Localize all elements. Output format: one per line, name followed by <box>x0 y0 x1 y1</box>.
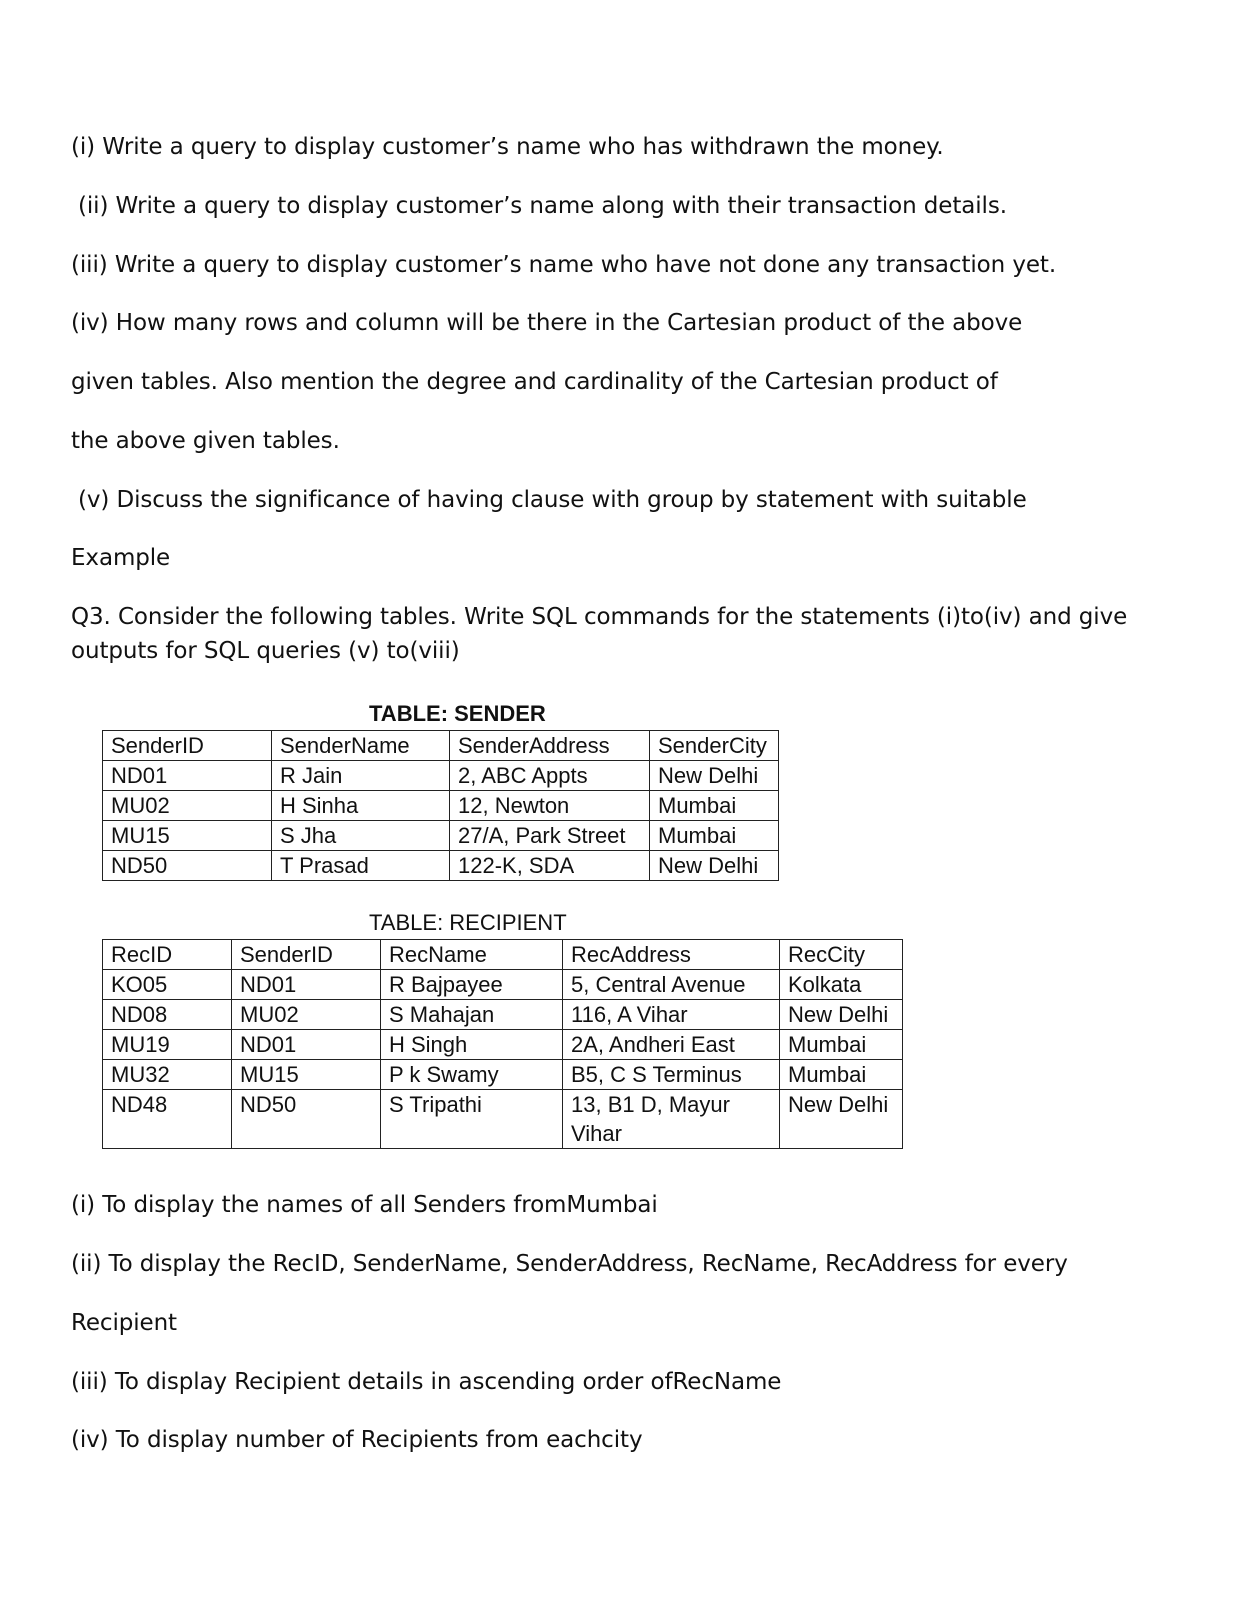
recipient-cell: ND08 <box>103 1000 232 1030</box>
sender-header-row <box>103 731 779 761</box>
q3-item-ii-line1: (ii) To display the RecID, SenderName, SenderAddress, RecName, RecAddress for every <box>71 1251 1068 1277</box>
recipient-cell: 13, B1 D, Mayur Vihar <box>563 1090 780 1149</box>
recipient-cell: S Tripathi <box>381 1090 563 1149</box>
recipient-cell: Mumbai <box>780 1060 903 1090</box>
sender-cell: MU15 <box>103 821 272 851</box>
recipient-cell: B5, C S Terminus <box>563 1060 780 1090</box>
recipient-cell: 2A, Andheri East <box>563 1030 780 1060</box>
sender-row <box>103 851 779 881</box>
question-v-line1: (v) Discuss the significance of having clause with group by statement with suitable <box>78 487 1027 513</box>
sender-header-cell: SenderAddress <box>450 731 650 761</box>
recipient-row <box>103 1000 903 1030</box>
sender-cell: New Delhi <box>650 761 779 791</box>
recipient-row <box>103 1090 903 1149</box>
sender-cell: ND50 <box>103 851 272 881</box>
q3-item-iii: (iii) To display Recipient details in ascending order ofRecName <box>71 1369 782 1395</box>
recipient-cell: P k Swamy <box>381 1060 563 1090</box>
recipient-cell: 116, A Vihar <box>563 1000 780 1030</box>
sender-cell: 12, Newton <box>450 791 650 821</box>
sender-cell: S Jha <box>272 821 450 851</box>
recipient-table-caption: TABLE: RECIPIENT <box>369 910 567 935</box>
q3-item-ii-line2: Recipient <box>71 1310 177 1336</box>
recipient-cell: R Bajpayee <box>381 970 563 1000</box>
recipient-cell: New Delhi <box>780 1000 903 1030</box>
recipient-row <box>103 1030 903 1060</box>
q3-item-i: (i) To display the names of all Senders fromMumbai <box>71 1192 658 1218</box>
sender-cell: Mumbai <box>650 821 779 851</box>
recipient-cell: Mumbai <box>780 1030 903 1060</box>
sender-cell: Mumbai <box>650 791 779 821</box>
recipient-cell: ND50 <box>232 1090 381 1149</box>
q3-intro-line1: Q3. Consider the following tables. Write SQL commands for the statements (i)to(iv) and give <box>71 604 1128 630</box>
sender-cell: R Jain <box>272 761 450 791</box>
recipient-cell: MU15 <box>232 1060 381 1090</box>
sender-cell: MU02 <box>103 791 272 821</box>
sender-cell: 2, ABC Appts <box>450 761 650 791</box>
question-iii: (iii) Write a query to display customer’s name who have not done any transaction yet. <box>71 252 1057 278</box>
sender-table-caption: TABLE: SENDER <box>369 701 546 726</box>
recipient-header-cell: SenderID <box>232 940 381 970</box>
recipient-cell: S Mahajan <box>381 1000 563 1030</box>
recipient-table <box>102 939 903 1149</box>
sender-row <box>103 821 779 851</box>
recipient-cell: MU32 <box>103 1060 232 1090</box>
sender-row <box>103 791 779 821</box>
recipient-cell: ND01 <box>232 970 381 1000</box>
sender-cell: T Prasad <box>272 851 450 881</box>
question-iv-line3: the above given tables. <box>71 428 340 454</box>
question-iv-line2: given tables. Also mention the degree and cardinality of the Cartesian product of <box>71 369 998 395</box>
recipient-cell: 5, Central Avenue <box>563 970 780 1000</box>
recipient-header-cell: RecAddress <box>563 940 780 970</box>
recipient-row <box>103 970 903 1000</box>
q3-item-iv: (iv) To display number of Recipients from eachcity <box>71 1427 643 1453</box>
sender-header-cell: SenderCity <box>650 731 779 761</box>
sender-row <box>103 761 779 791</box>
recipient-header-cell: RecID <box>103 940 232 970</box>
sender-cell: 27/A, Park Street <box>450 821 650 851</box>
sender-cell: 122-K, SDA <box>450 851 650 881</box>
question-iv-line1: (iv) How many rows and column will be there in the Cartesian product of the above <box>71 310 1023 336</box>
sender-table <box>102 730 779 881</box>
sender-cell: ND01 <box>103 761 272 791</box>
recipient-cell: MU02 <box>232 1000 381 1030</box>
q3-intro-line2: outputs for SQL queries (v) to(viii) <box>71 638 460 664</box>
recipient-cell: KO05 <box>103 970 232 1000</box>
sender-header-cell: SenderName <box>272 731 450 761</box>
recipient-cell: MU19 <box>103 1030 232 1060</box>
recipient-header-cell: RecCity <box>780 940 903 970</box>
recipient-cell: ND48 <box>103 1090 232 1149</box>
recipient-cell: H Singh <box>381 1030 563 1060</box>
sender-header-cell: SenderID <box>103 731 272 761</box>
recipient-header-cell: RecName <box>381 940 563 970</box>
question-v-line2: Example <box>71 545 171 571</box>
recipient-cell: ND01 <box>232 1030 381 1060</box>
recipient-cell: Kolkata <box>780 970 903 1000</box>
question-i: (i) Write a query to display customer’s name who has withdrawn the money. <box>71 134 944 160</box>
sender-cell: New Delhi <box>650 851 779 881</box>
recipient-row <box>103 1060 903 1090</box>
recipient-cell: New Delhi <box>780 1090 903 1149</box>
recipient-header-row <box>103 940 903 970</box>
question-ii: (ii) Write a query to display customer’s name along with their transaction details. <box>78 193 1007 219</box>
sender-cell: H Sinha <box>272 791 450 821</box>
